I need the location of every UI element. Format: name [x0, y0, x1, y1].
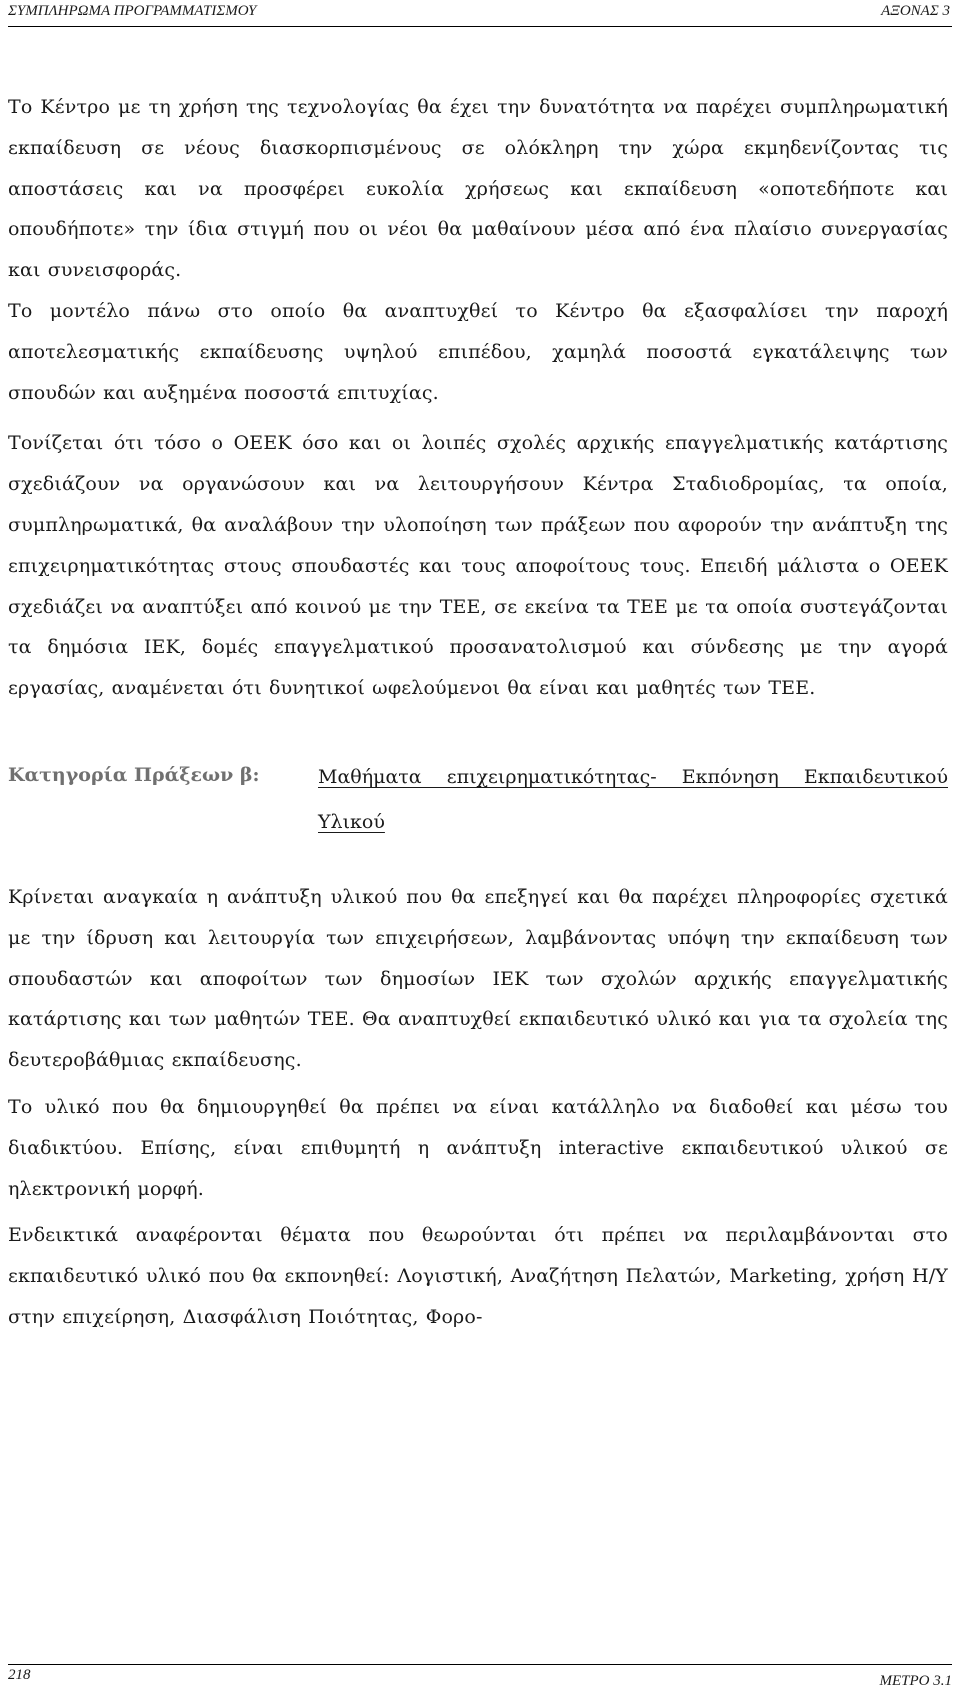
document-body: [8, 87, 948, 1338]
paragraph-material-development: Κρίνεται αναγκαία η ανάπτυξη υλικού που θα επεξηγεί και θα παρέχει πληροφορίες σχετικά με την ίδρυση και λειτουργία των επιχειρήσεων, λαμβάνοντας υπόψη την εκπαίδευση των σπουδαστών και αποφοίτων των δημοσίων ΙΕΚ των σχολών αρχικής επαγγελματικής κατάρτισης και των μαθητών ΤΕΕ. Θα αναπτυχθεί εκπαιδευτικό υλικό και για τα σχολεία της δευτεροβάθμιας εκπαίδευσης.: [8, 885, 948, 1072]
category-title: Μαθήματα επιχειρηματικότητας- Εκπόνηση Εκπαιδευτικού Υλικού: [318, 765, 948, 833]
page-number: 218: [8, 1667, 31, 1683]
category-label: Κατηγορία Πράξεων β:: [8, 763, 260, 786]
paragraph-oeek-career-centers: Τονίζεται ότι τόσο ο ΟΕΕΚ όσο και οι λοιπές σχολές αρχικής επαγγελματικής κατάρτισης σχεδιάζουν να οργανώσουν και να λειτουργήσουν Κέντρα Σταδιοδρομίας, τα οποία, συμπληρωματικά, θα αναλάβουν την υλοποίηση των πράξεων που αφορούν την ανάπτυξη της επιχειρηματικότητας στους σπουδαστές και τους αποφοίτους τους. Επειδή μάλιστα ο ΟΕΕΚ σχεδιάζει να αναπτύξει από κοινού με την ΤΕΕ, σε εκείνα τα ΤΕΕ με τα οποία συστεγάζονται τα δημόσια ΙΕΚ, δομές επαγγελματικού προσανατολισμού και σύνδεσης με την αγορά εργασίας, αναμένεται ότι δυνητικοί ωφελούμενοι θα είναι και μαθητές των ΤΕΕ.: [8, 432, 948, 700]
header-program-title: ΣΥΜΠΛΗΡΩΜΑ ΠΡΟΓΡΑΜΜΑΤΙΣΜΟΥ: [8, 3, 257, 19]
paragraph-indicative-topics: Ενδεικτικά αναφέρονται θέματα που θεωρούνται ότι πρέπει να περιλαμβάνονται στο εκπαιδευτικό υλικό που θα εκπονηθεί: Λογιστική, Αναζήτηση Πελατών, Marketing, χρήση Η/Υ στην επιχείρηση, Διασφάλιση Ποιότητας, Φορο-: [8, 1224, 948, 1328]
action-category: [8, 755, 948, 877]
header-axis: ΑΞΟΝΑΣ 3: [881, 3, 950, 19]
footer-measure: ΜΕΤΡΟ 3.1: [879, 1673, 952, 1689]
page-header: [8, 0, 952, 27]
paragraph-online-material: Το υλικό που θα δημιουργηθεί θα πρέπει να είναι κατάλληλο να διαδοθεί και μέσω του διαδικτύου. Επίσης, είναι επιθυμητή η ανάπτυξη interactive εκπαιδευτικού υλικού σε ηλεκτρονική μορφή.: [8, 1095, 948, 1200]
page-footer: [8, 1664, 952, 1689]
paragraph-center-model: Το μοντέλο πάνω στο οποίο θα αναπτυχθεί το Κέντρο θα εξασφαλίσει την παροχή αποτελεσματικής εκπαίδευσης υψηλού επιπέδου, χαμηλά ποσοστά εγκατάλειψης των σπουδών και αυξημένα ποσοστά επιτυχίας.: [8, 299, 948, 404]
paragraph-center-technology: Το Κέντρο με τη χρήση της τεχνολογίας θα έχει την δυνατότητα να παρέχει συμπληρωματική εκπαίδευση σε νέους διασκορπισμένους σε ολόκληρη την χώρα εκμηδενίζοντας τις αποστάσεις και να προσφέρει ευκολία χρήσεως και εκπαίδευση «οποτεδήποτε και οπουδήποτε» την ίδια στιγμή που οι νέοι θα μαθαίνουν μέσα από ένα πλαίσιο συνεργασίας και συνεισφοράς.: [8, 96, 948, 282]
